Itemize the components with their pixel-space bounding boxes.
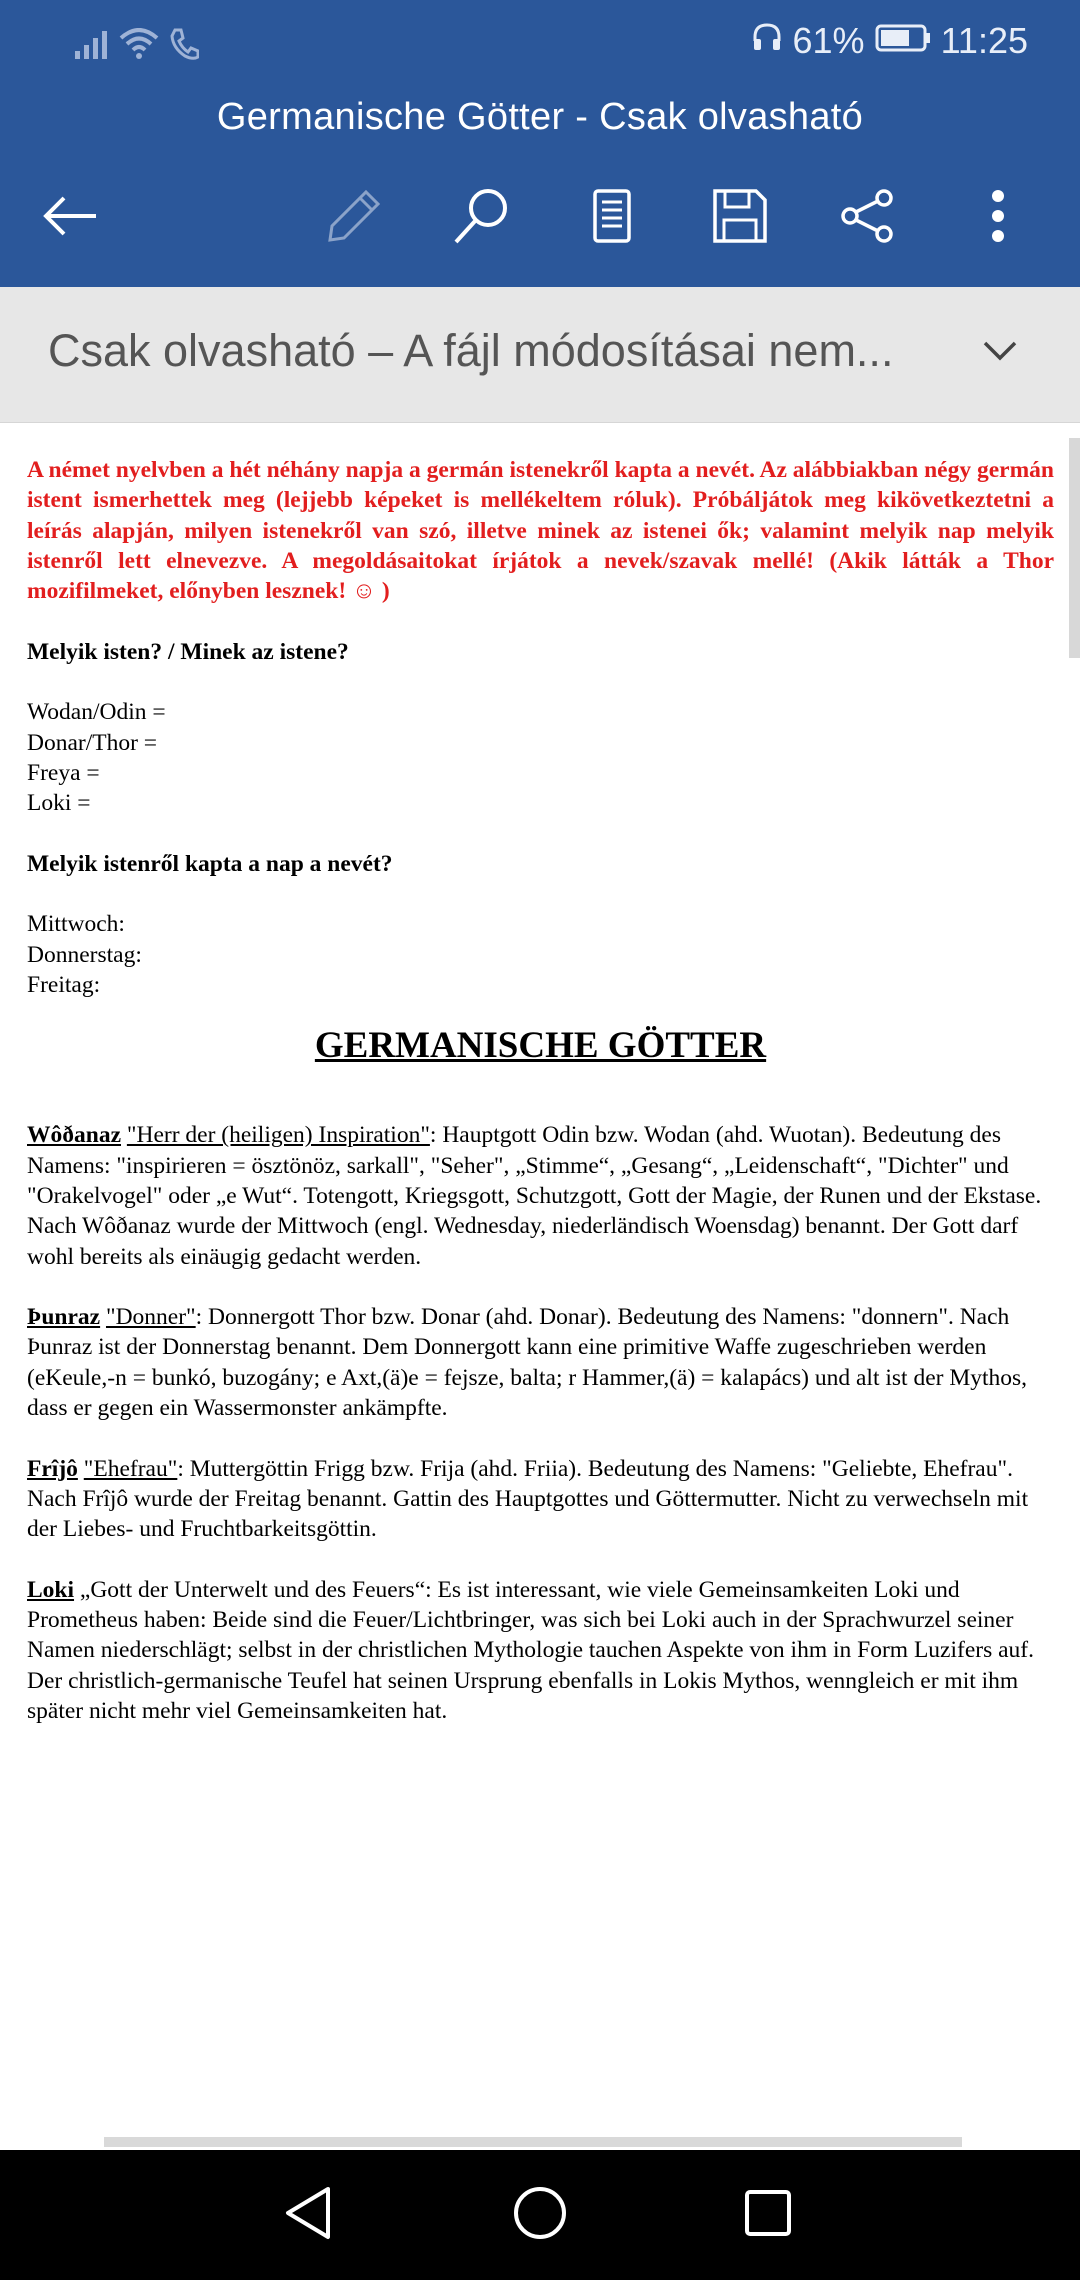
entry-name: Wôðanaz	[27, 1122, 121, 1149]
reading-view-icon	[592, 188, 632, 249]
list-item: Freitag:	[27, 972, 101, 999]
save-button[interactable]	[700, 178, 780, 258]
entry-meaning: "Donner"	[105, 1304, 196, 1331]
entry-text: : Hauptgott Odin bzw. Wodan (ahd. Wuotan). Bedeutung des Namens: "inspirieren = ösztönöz, sarkall", "Seher", „Stimme“, „Gesang“, „Leidenschaft“, "Dichter" und "Orakelvogel" oder „e Wut“. Totengott, Kriegsgott, Schutzgott, Gott der Magie, der Runen und der Ekstase. Nach Wôðanaz wurde der Mittwoch (engl. Wednesday, niederländisch Woensdag) benannt. Der Gott darf wohl bereits als einäugig gedacht werden.	[27, 1122, 1042, 1270]
battery-icon	[875, 20, 931, 62]
share-button[interactable]	[828, 178, 908, 258]
nav-back-button[interactable]	[258, 2165, 358, 2265]
section-heading: GERMANISCHE GÖTTER	[314, 1025, 767, 1067]
entry-name: Frîjô	[27, 1455, 78, 1482]
status-icons-right	[751, 20, 1028, 62]
vertical-scrollbar[interactable]	[1069, 438, 1080, 658]
signal-icon	[75, 29, 109, 64]
entry-wodanaz	[27, 1120, 1054, 1271]
more-vert-icon	[988, 188, 1008, 249]
nav-home-icon	[510, 2183, 570, 2248]
entry-name: Þunraz	[27, 1304, 101, 1331]
battery-percent: 61%	[792, 20, 865, 61]
list-item: Freya =	[27, 759, 100, 786]
search-icon	[452, 186, 512, 251]
entry-frijo	[27, 1454, 1054, 1545]
pencil-icon	[326, 188, 382, 249]
headphones-icon	[751, 20, 783, 62]
list-item: Loki =	[27, 790, 91, 817]
entry-meaning: "Ehefrau"	[83, 1455, 178, 1482]
status-icons-left	[75, 28, 199, 65]
entry-loki	[27, 1575, 1054, 1726]
wifi-icon	[119, 28, 159, 65]
nav-recents-icon	[743, 2188, 793, 2243]
back-arrow-icon	[40, 194, 100, 243]
app-bar	[0, 0, 1080, 287]
expand-banner-button[interactable]	[960, 323, 1040, 383]
nav-back-icon	[280, 2183, 336, 2248]
document-title: Germanische Götter - Csak olvasható	[216, 96, 864, 138]
navigation-bar	[0, 2150, 1080, 2280]
entry-text: „Gott der Unterwelt und des Feuers“: Es ist interessant, wie viele Gemeinsamkeiten Loki und Prometheus haben: Beide sind die Feuer/Lichtbringer, was sich bei Loki auch in der Sprachwurzel seiner Namen niederschlägt; selbst in der christlichen Mythologie tauchen Aspekte von ihm in Form Luzifers auf. Der christlich-germanische Teufel hat seinen Ursprung ebenfalls in Lokis Mythos, wenngleich er mit ihm später nicht mehr viel Gemeinsamkeiten hat.	[27, 1576, 1034, 1724]
read-only-message: Csak olvasható – A fájl módosításai nem...	[48, 325, 894, 376]
horizontal-scrollbar[interactable]	[104, 2137, 962, 2147]
chevron-down-icon	[982, 340, 1018, 367]
nav-home-button[interactable]	[490, 2165, 590, 2265]
clock: 11:25	[940, 20, 1028, 61]
question-1-title: Melyik isten? / Minek az istene?	[27, 638, 349, 665]
entry-thunraz	[27, 1302, 1054, 1423]
entry-text: : Donnergott Thor bzw. Donar (ahd. Donar). Bedeutung des Namens: "donnern". Nach Þunraz ist der Donnerstag benannt. Dem Donnergott kann eine primitive Waffe zugeschrieben werden (eKeule,-n = bunkó, buzogány; e Axt,(ä)e = fejsze, balta; r Hammer,(ä) = kalapács) und alt ist der Mythos, dass er gegen ein Wassermonster ankämpfte.	[27, 1304, 1028, 1422]
list-item: Mittwoch:	[27, 911, 125, 938]
phone-icon	[169, 28, 199, 65]
back-button[interactable]	[30, 178, 110, 258]
save-icon	[712, 188, 768, 249]
entry-meaning: "Herr der (heiligen) Inspiration"	[126, 1122, 430, 1149]
list-item: Donar/Thor =	[27, 729, 158, 756]
entry-name: Loki	[27, 1576, 75, 1603]
question-2-title: Melyik istenről kapta a nap a nevét?	[27, 850, 393, 877]
edit-button[interactable]	[314, 178, 394, 258]
intro-paragraph: A német nyelvben a hét néhány napja a germán istenekről kapta a nevét. Az alábbiakban négy germán istent ismerhettek meg (lejjebb képeket is mellékeltem róluk). Próbáljátok meg kikövetkeztetni a leírás alapján, milyen istenekről van szó, illetve minek az istenei ők; valamint melyik nap melyik istenről lett elnevezve. A megoldásaitokat írjátok a nevek/szavak mellé! (Akik látták a Thor mozifilmeket, előnyben lesznek! ☺ )	[27, 457, 1054, 605]
list-item: Wodan/Odin =	[27, 699, 166, 726]
share-icon	[840, 188, 896, 249]
list-item: Donnerstag:	[27, 941, 142, 968]
entry-text: : Muttergöttin Frigg bzw. Frija (ahd. Friia). Bedeutung des Namens: "Geliebte, Ehefrau". Nach Frîjô wurde der Freitag benannt. Gattin des Hauptgottes und Göttermutter. Nicht zu verwechseln mit der Liebes- und Fruchtbarkeitsgöttin.	[27, 1455, 1029, 1543]
document-body	[27, 455, 1054, 1726]
read-only-banner[interactable]	[0, 287, 1080, 423]
reading-view-button[interactable]	[572, 178, 652, 258]
nav-recents-button[interactable]	[718, 2165, 818, 2265]
more-options-button[interactable]	[958, 178, 1038, 258]
search-button[interactable]	[442, 178, 522, 258]
